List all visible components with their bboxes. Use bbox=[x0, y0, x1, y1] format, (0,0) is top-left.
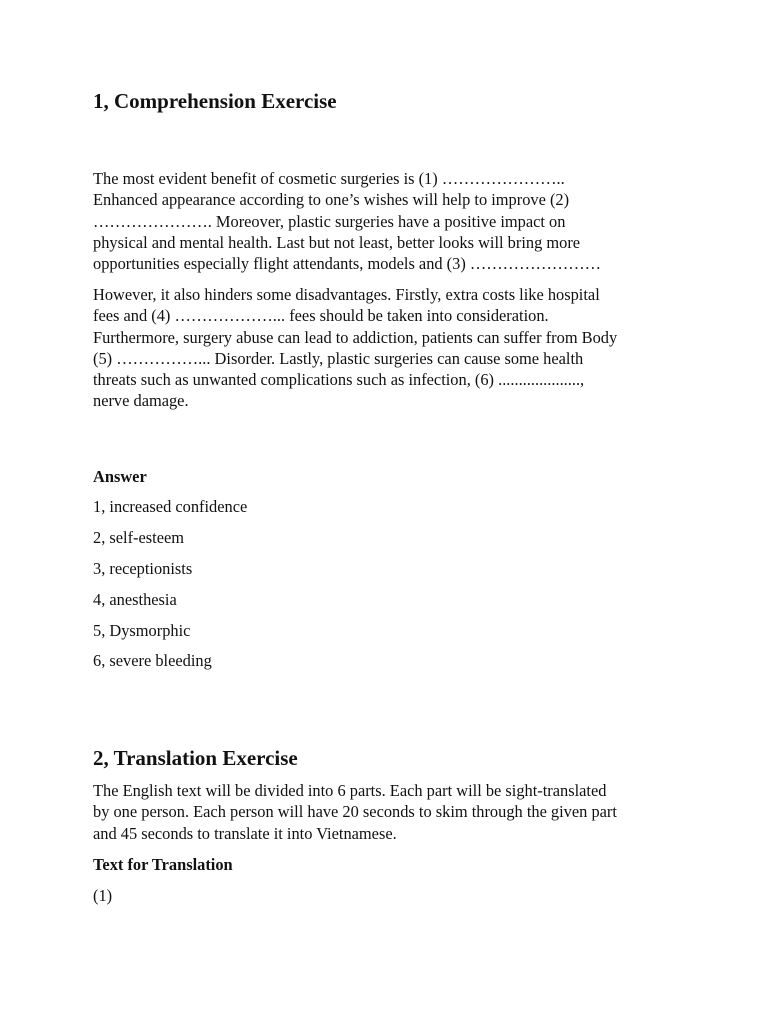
answer-item-2: 2, self-esteem bbox=[93, 528, 185, 547]
paragraph-line: threats such as unwanted complications such as infection, (6) ...................., bbox=[93, 370, 585, 390]
paragraph-line: by one person. Each person will have 20 seconds to skim through the given part bbox=[93, 802, 617, 822]
paragraph-line: and 45 seconds to translate it into Vietnamese. bbox=[93, 823, 397, 843]
paragraph-line: (5) ……………... Disorder. Lastly, plastic surgeries can cause some health bbox=[93, 348, 584, 368]
comprehension-paragraph-1 bbox=[93, 168, 693, 274]
answer-item-3: 3, receptionists bbox=[93, 559, 193, 578]
text-for-translation-label: Text for Translation bbox=[93, 855, 233, 874]
paragraph-line: physical and mental health. Last but not least, better looks will bring more bbox=[93, 232, 581, 252]
paragraph-line: Enhanced appearance according to one’s wishes will help to improve (2) bbox=[93, 190, 570, 210]
paragraph-line: …………………. Moreover, plastic surgeries have a positive impact on bbox=[93, 211, 566, 231]
comprehension-paragraph-2 bbox=[93, 284, 693, 412]
paragraph-line: However, it also hinders some disadvantages. Firstly, extra costs like hospital bbox=[93, 285, 600, 304]
part-marker: (1) bbox=[93, 886, 113, 905]
paragraph-line: Furthermore, surgery abuse can lead to addiction, patients can suffer from Body bbox=[93, 327, 618, 347]
section-2-heading: 2, Translation Exercise bbox=[93, 746, 298, 770]
paragraph-line: The most evident benefit of cosmetic surgeries is (1) ………………….. bbox=[93, 169, 565, 188]
translation-instructions bbox=[93, 780, 693, 844]
paragraph-line: opportunities especially flight attendants, models and (3) …………………… bbox=[93, 254, 602, 274]
answer-label: Answer bbox=[93, 467, 147, 486]
section-1-heading: 1, Comprehension Exercise bbox=[93, 89, 337, 113]
answer-item-5: 5, Dysmorphic bbox=[93, 621, 191, 640]
paragraph-line: nerve damage. bbox=[93, 391, 189, 411]
paragraph-line: fees and (4) ………………... fees should be taken into consideration. bbox=[93, 306, 549, 326]
paragraph-line: The English text will be divided into 6 parts. Each part will be sight-translated bbox=[93, 781, 607, 800]
answer-item-6: 6, severe bleeding bbox=[93, 651, 212, 670]
answer-item-4: 4, anesthesia bbox=[93, 590, 177, 609]
answer-item-1: 1, increased confidence bbox=[93, 497, 248, 516]
